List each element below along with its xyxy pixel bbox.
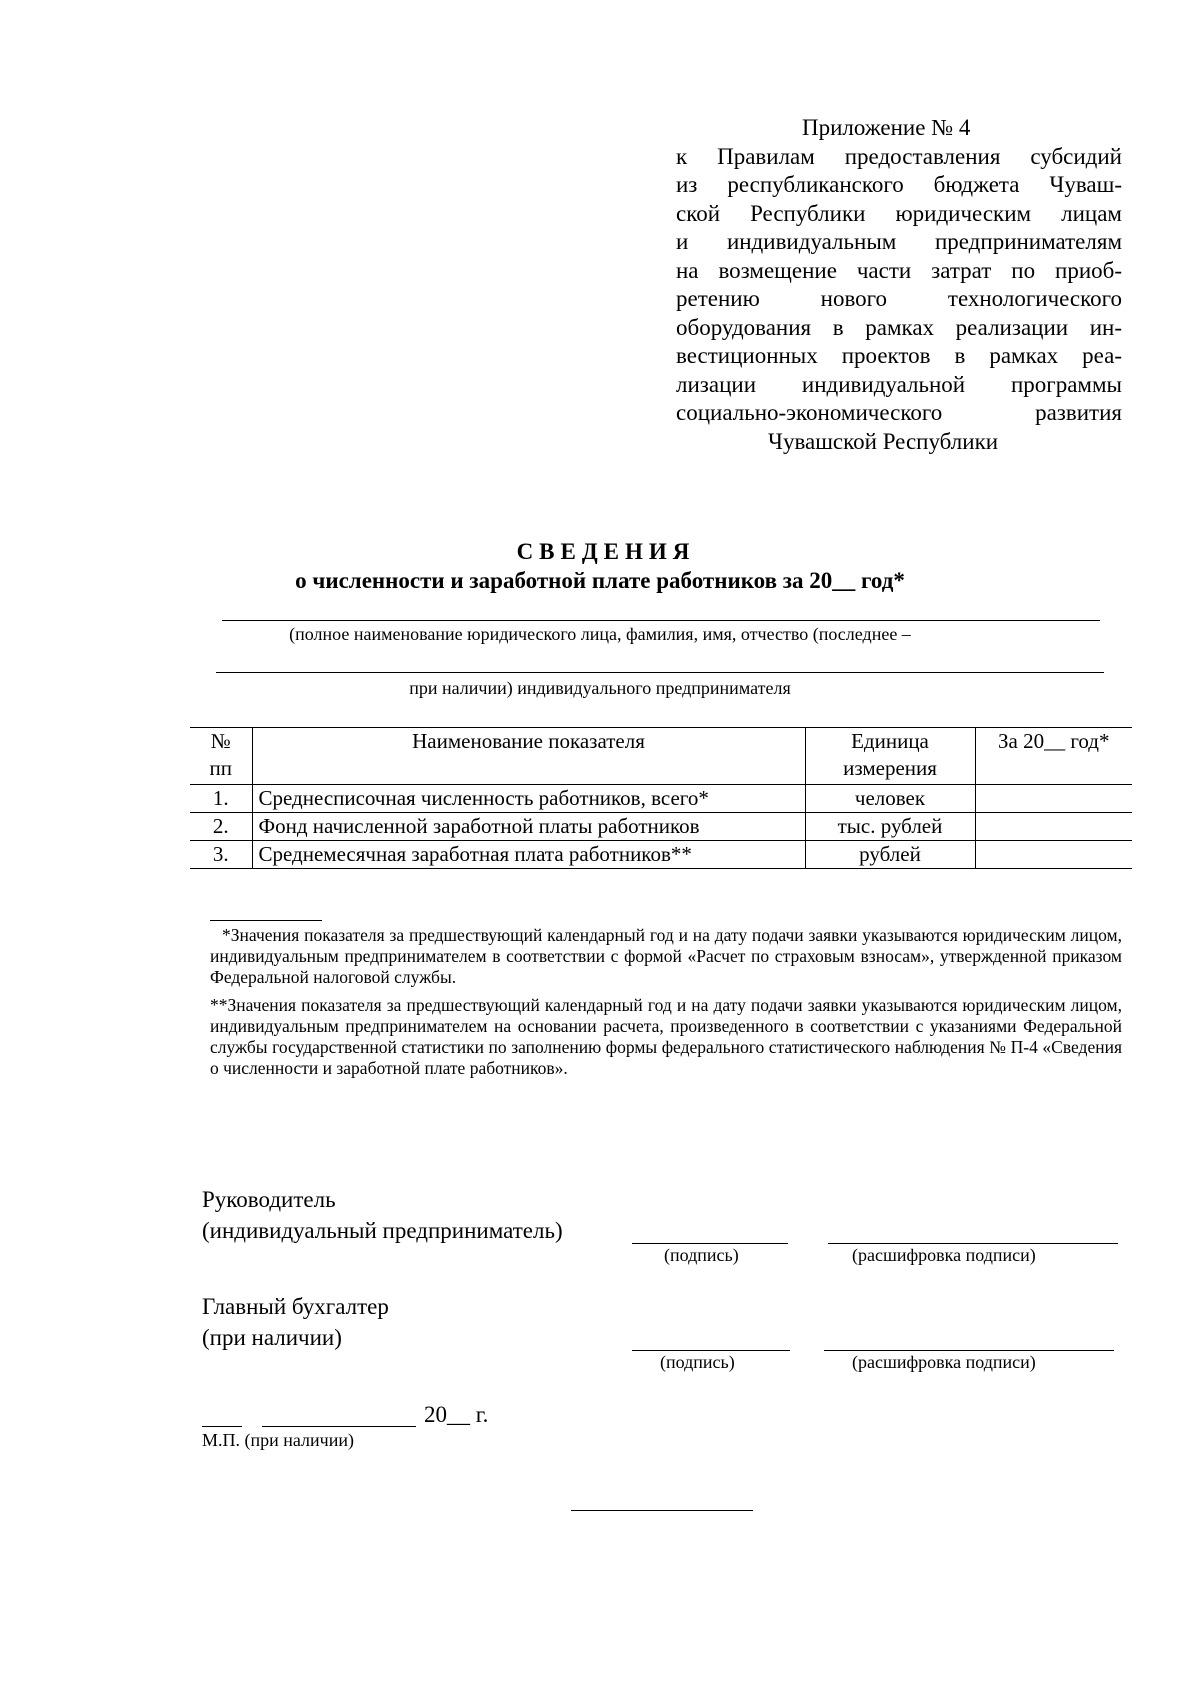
appendix-line: ской Республики юридическим лицам bbox=[676, 200, 1122, 226]
appendix-block bbox=[676, 114, 1122, 456]
appendix-line: ретению нового технологического bbox=[676, 286, 1122, 311]
organization-name-line-1[interactable] bbox=[222, 620, 1100, 621]
document-title: СВЕДЕНИЯ bbox=[516, 539, 696, 564]
date-month-field[interactable] bbox=[262, 1426, 416, 1427]
organization-caption-2: при наличии) индивидуального предпринимателя bbox=[409, 678, 791, 698]
organization-caption-1: (полное наименование юридического лица, фамилия, имя, отчество (последнее – bbox=[289, 624, 911, 644]
row-unit: тыс. рублей bbox=[805, 813, 975, 841]
chief-signature-field[interactable] bbox=[632, 1350, 790, 1351]
closing-rule bbox=[571, 1510, 753, 1511]
header-number bbox=[190, 728, 252, 785]
header-number-line2: пп bbox=[209, 756, 232, 780]
row-indicator-name: Фонд начисленной заработной платы работников bbox=[252, 813, 805, 841]
row-indicator-name: Среднемесячная заработная плата работников** bbox=[252, 841, 805, 869]
appendix-line: вестиционных проектов в рамках реа- bbox=[676, 343, 1122, 368]
head-label-line2: (индивидуальный предприниматель) bbox=[202, 1218, 563, 1243]
footnote-separator bbox=[210, 920, 322, 921]
table-header-row bbox=[190, 728, 1132, 785]
header-number-line1: № bbox=[210, 729, 231, 753]
header-unit-line2: измерения bbox=[843, 756, 937, 780]
row-indicator-name: Среднесписочная численность работников, всего* bbox=[252, 785, 805, 813]
head-signature-caption: (подпись) bbox=[664, 1245, 739, 1265]
appendix-line: и индивидуальным предпринимателям bbox=[676, 229, 1122, 254]
chief-accountant-label-line1: Главный бухгалтер bbox=[202, 1294, 389, 1319]
appendix-line: к Правилам предоставления субсидий bbox=[676, 143, 1122, 169]
head-decoding-field[interactable] bbox=[828, 1243, 1118, 1244]
header-unit-line1: Единица bbox=[851, 729, 929, 753]
footnote-1: *Значения показателя за предшествующий календарный год и на дату подачи заявки указываются юридическим лицом, индивидуальным предпринимателем в соответствии с формой «Расчет по страховым взносам», утвержденной приказом Федеральной налоговой службы. bbox=[210, 925, 1122, 987]
appendix-line: лизации индивидуальной программы bbox=[676, 371, 1122, 397]
organization-name-line-2[interactable] bbox=[216, 672, 1104, 673]
header-indicator-name: Наименование показателя bbox=[252, 728, 805, 785]
appendix-line: на возмещение части затрат по приоб- bbox=[676, 257, 1122, 283]
appendix-line: оборудования в рамках реализации ин- bbox=[676, 314, 1122, 340]
row-number: 3. bbox=[190, 841, 252, 869]
row-unit: рублей bbox=[805, 841, 975, 869]
chief-decoding-field[interactable] bbox=[824, 1350, 1114, 1351]
indicators-table bbox=[190, 727, 1132, 869]
date-year-text: 20__ г. bbox=[424, 1402, 489, 1427]
appendix-line: Приложение № 4 bbox=[802, 115, 971, 140]
table-row bbox=[190, 813, 1132, 841]
header-unit bbox=[805, 728, 975, 785]
row-number: 2. bbox=[190, 813, 252, 841]
head-signature-field[interactable] bbox=[632, 1243, 788, 1244]
appendix-line: из республиканского бюджета Чуваш- bbox=[676, 172, 1122, 197]
header-year: За 20__ год* bbox=[975, 728, 1132, 785]
row-value-cell[interactable] bbox=[975, 785, 1132, 813]
appendix-line: социально-экономического развития bbox=[676, 400, 1122, 425]
document-subtitle: о численности и заработной плате работников за 20__ год* bbox=[295, 568, 905, 593]
row-value-cell[interactable] bbox=[975, 841, 1132, 869]
appendix-line: Чувашской Республики bbox=[768, 428, 999, 454]
chief-signature-caption: (подпись) bbox=[660, 1352, 735, 1372]
row-value-cell[interactable] bbox=[975, 813, 1132, 841]
chief-decoding-caption: (расшифровка подписи) bbox=[852, 1352, 1036, 1372]
table-row bbox=[190, 841, 1132, 869]
table-row bbox=[190, 785, 1132, 813]
chief-accountant-label-line2: (при наличии) bbox=[202, 1325, 342, 1350]
head-decoding-caption: (расшифровка подписи) bbox=[852, 1245, 1036, 1265]
stamp-label: М.П. (при наличии) bbox=[202, 1430, 354, 1450]
footnote-2: **Значения показателя за предшествующий календарный год и на дату подачи заявки указываются юридическим лицом, индивидуальным предпринимателем на основании расчета, произведенного в соответствии с указаниями Федеральной службы государственной статистики по заполнению формы федерального статистического наблюдения № П-4 «Сведения о численности и заработной плате работников». bbox=[210, 995, 1122, 1078]
row-unit: человек bbox=[805, 785, 975, 813]
row-number: 1. bbox=[190, 785, 252, 813]
head-label-line1: Руководитель bbox=[202, 1187, 336, 1212]
date-day-field[interactable] bbox=[202, 1426, 242, 1427]
